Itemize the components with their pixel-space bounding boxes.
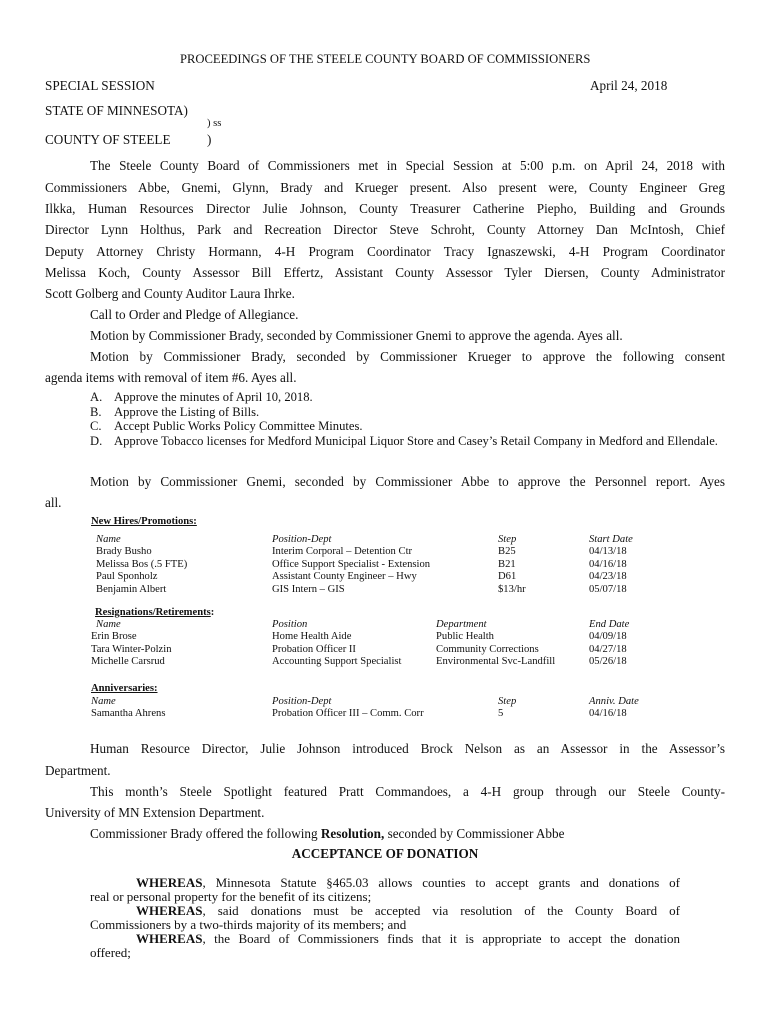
spotlight: This month’s Steele Spotlight featured Pratt Commandoes, a 4-H group through our Steele County-: [90, 784, 725, 799]
list-item: D. Approve Tobacco licenses for Medford Municipal Liquor Store and Casey’s Retail Company in Medford and Ellendale.: [90, 433, 718, 448]
spotlight-cont: University of MN Extension Department.: [45, 805, 265, 820]
list-item: B. Approve the Listing of Bills.: [90, 404, 260, 419]
page-title: PROCEEDINGS OF THE STEELE COUNTY BOARD OF COMMISSIONERS: [180, 52, 591, 66]
resignations-table: [0, 619, 770, 669]
whereas-clause: WHEREAS, said donations must be accepted via resolution of the County Board of: [136, 903, 680, 918]
intro-line: Director Lynn Holthus, Park and Recreation Director Steve Schroht, County Attorney Dan McIntosh, Chief: [45, 222, 725, 237]
consent-list: [90, 390, 726, 448]
new-hires-table: [0, 534, 770, 596]
anniversaries-table: [0, 696, 770, 721]
intro-line: Scott Golberg and County Auditor Laura Ihrke.: [45, 286, 295, 301]
table-row: Benjamin Albert GIS Intern – GIS $13/hr 05/07/18: [96, 583, 627, 595]
whereas-clause: WHEREAS, the Board of Commissioners finds that it is appropriate to accept the donation: [136, 931, 680, 946]
resolution-title: ACCEPTANCE OF DONATION: [291, 846, 479, 861]
intro-line: Deputy Attorney Christy Hormann, 4-H Program Coordinator Tracy Ignaszewski, 4-H Program Coordinator: [45, 244, 725, 259]
intro-line: The Steele County Board of Commissioners met in Special Session at 5:00 p.m. on April 24, 2018 with: [90, 158, 725, 173]
venue-state: STATE OF MINNESOTA): [45, 103, 188, 118]
intro-line: Commissioners Abbe, Gnemi, Glynn, Brady and Krueger present. Also present were, County Engineer Greg: [45, 180, 725, 195]
motion-personnel: Motion by Commissioner Gnemi, seconded by Commissioner Abbe to approve the Personnel report. Ayes: [90, 474, 725, 489]
venue-ss: ) ss: [207, 118, 222, 129]
table-row: Samantha Ahrens Probation Officer III – Comm. Corr 5 04/16/18: [91, 708, 627, 720]
hr-intro-cont: Department.: [45, 763, 111, 778]
motion-consent: Motion by Commissioner Brady, seconded by Commissioner Krueger to approve the following consent: [90, 349, 725, 364]
table-row: Paul Sponholz Assistant County Engineer – Hwy D61 04/23/18: [96, 571, 627, 583]
list-item: A. Approve the minutes of April 10, 2018.: [90, 390, 313, 404]
motion-personnel-cont: all.: [45, 495, 62, 510]
whereas-clause-cont: offered;: [90, 945, 131, 960]
motion-consent-cont: agenda items with removal of item #6. Ayes all.: [45, 370, 297, 385]
venue-county-paren: ): [207, 132, 212, 147]
table-row: Brady Busho Interim Corporal – Detention Ctr B25 04/13/18: [96, 546, 627, 558]
anniversaries-heading: Anniversaries:: [91, 683, 158, 694]
intro-line: Ilkka, Human Resources Director Julie Johnson, County Treasurer Catherine Piepho, Building and Grounds: [45, 201, 725, 216]
whereas-clause: WHEREAS, Minnesota Statute §465.03 allows counties to accept grants and donations of: [136, 875, 680, 890]
venue-county: COUNTY OF STEELE: [45, 132, 171, 147]
whereas-clause-cont: real or personal property for the benefit of its citizens;: [90, 889, 372, 904]
table-row: Melissa Bos (.5 FTE) Office Support Specialist - Extension B21 04/16/18: [96, 558, 627, 570]
session-type: SPECIAL SESSION: [45, 78, 155, 93]
table-row: Michelle Carsrud Accounting Support Specialist Environmental Svc-Landfill 05/26/18: [91, 656, 627, 668]
table-header: Name Position Department End Date: [96, 619, 630, 630]
list-item: C. Accept Public Works Policy Committee Minutes.: [90, 419, 363, 434]
resolution-intro: Commissioner Brady offered the following Resolution, seconded by Commissioner Abbe: [90, 826, 565, 841]
call-to-order: Call to Order and Pledge of Allegiance.: [90, 307, 299, 322]
resignations-heading: Resignations/Retirements:: [95, 607, 215, 618]
table-header: Name Position-Dept Step Start Date: [96, 534, 633, 545]
intro-line: Melissa Koch, County Assessor Bill Effertz, Assistant County Assessor Tyler Diersen, County Administrator: [45, 265, 725, 280]
motion-agenda: Motion by Commissioner Brady, seconded by Commissioner Gnemi to approve the agenda. Ayes all.: [90, 328, 623, 343]
hr-intro: Human Resource Director, Julie Johnson introduced Brock Nelson as an Assessor in the Assessor’s: [90, 741, 725, 756]
table-row: Erin Brose Home Health Aide Public Health 04/09/18: [91, 631, 627, 643]
new-hires-heading: New Hires/Promotions:: [91, 516, 197, 527]
table-header: Name Position-Dept Step Anniv. Date: [91, 696, 639, 707]
whereas-clause-cont: Commissioners by a two-thirds majority of its members; and: [90, 917, 407, 932]
session-date: April 24, 2018: [590, 78, 668, 93]
table-row: Tara Winter-Polzin Probation Officer II Community Corrections 04/27/18: [91, 643, 627, 655]
